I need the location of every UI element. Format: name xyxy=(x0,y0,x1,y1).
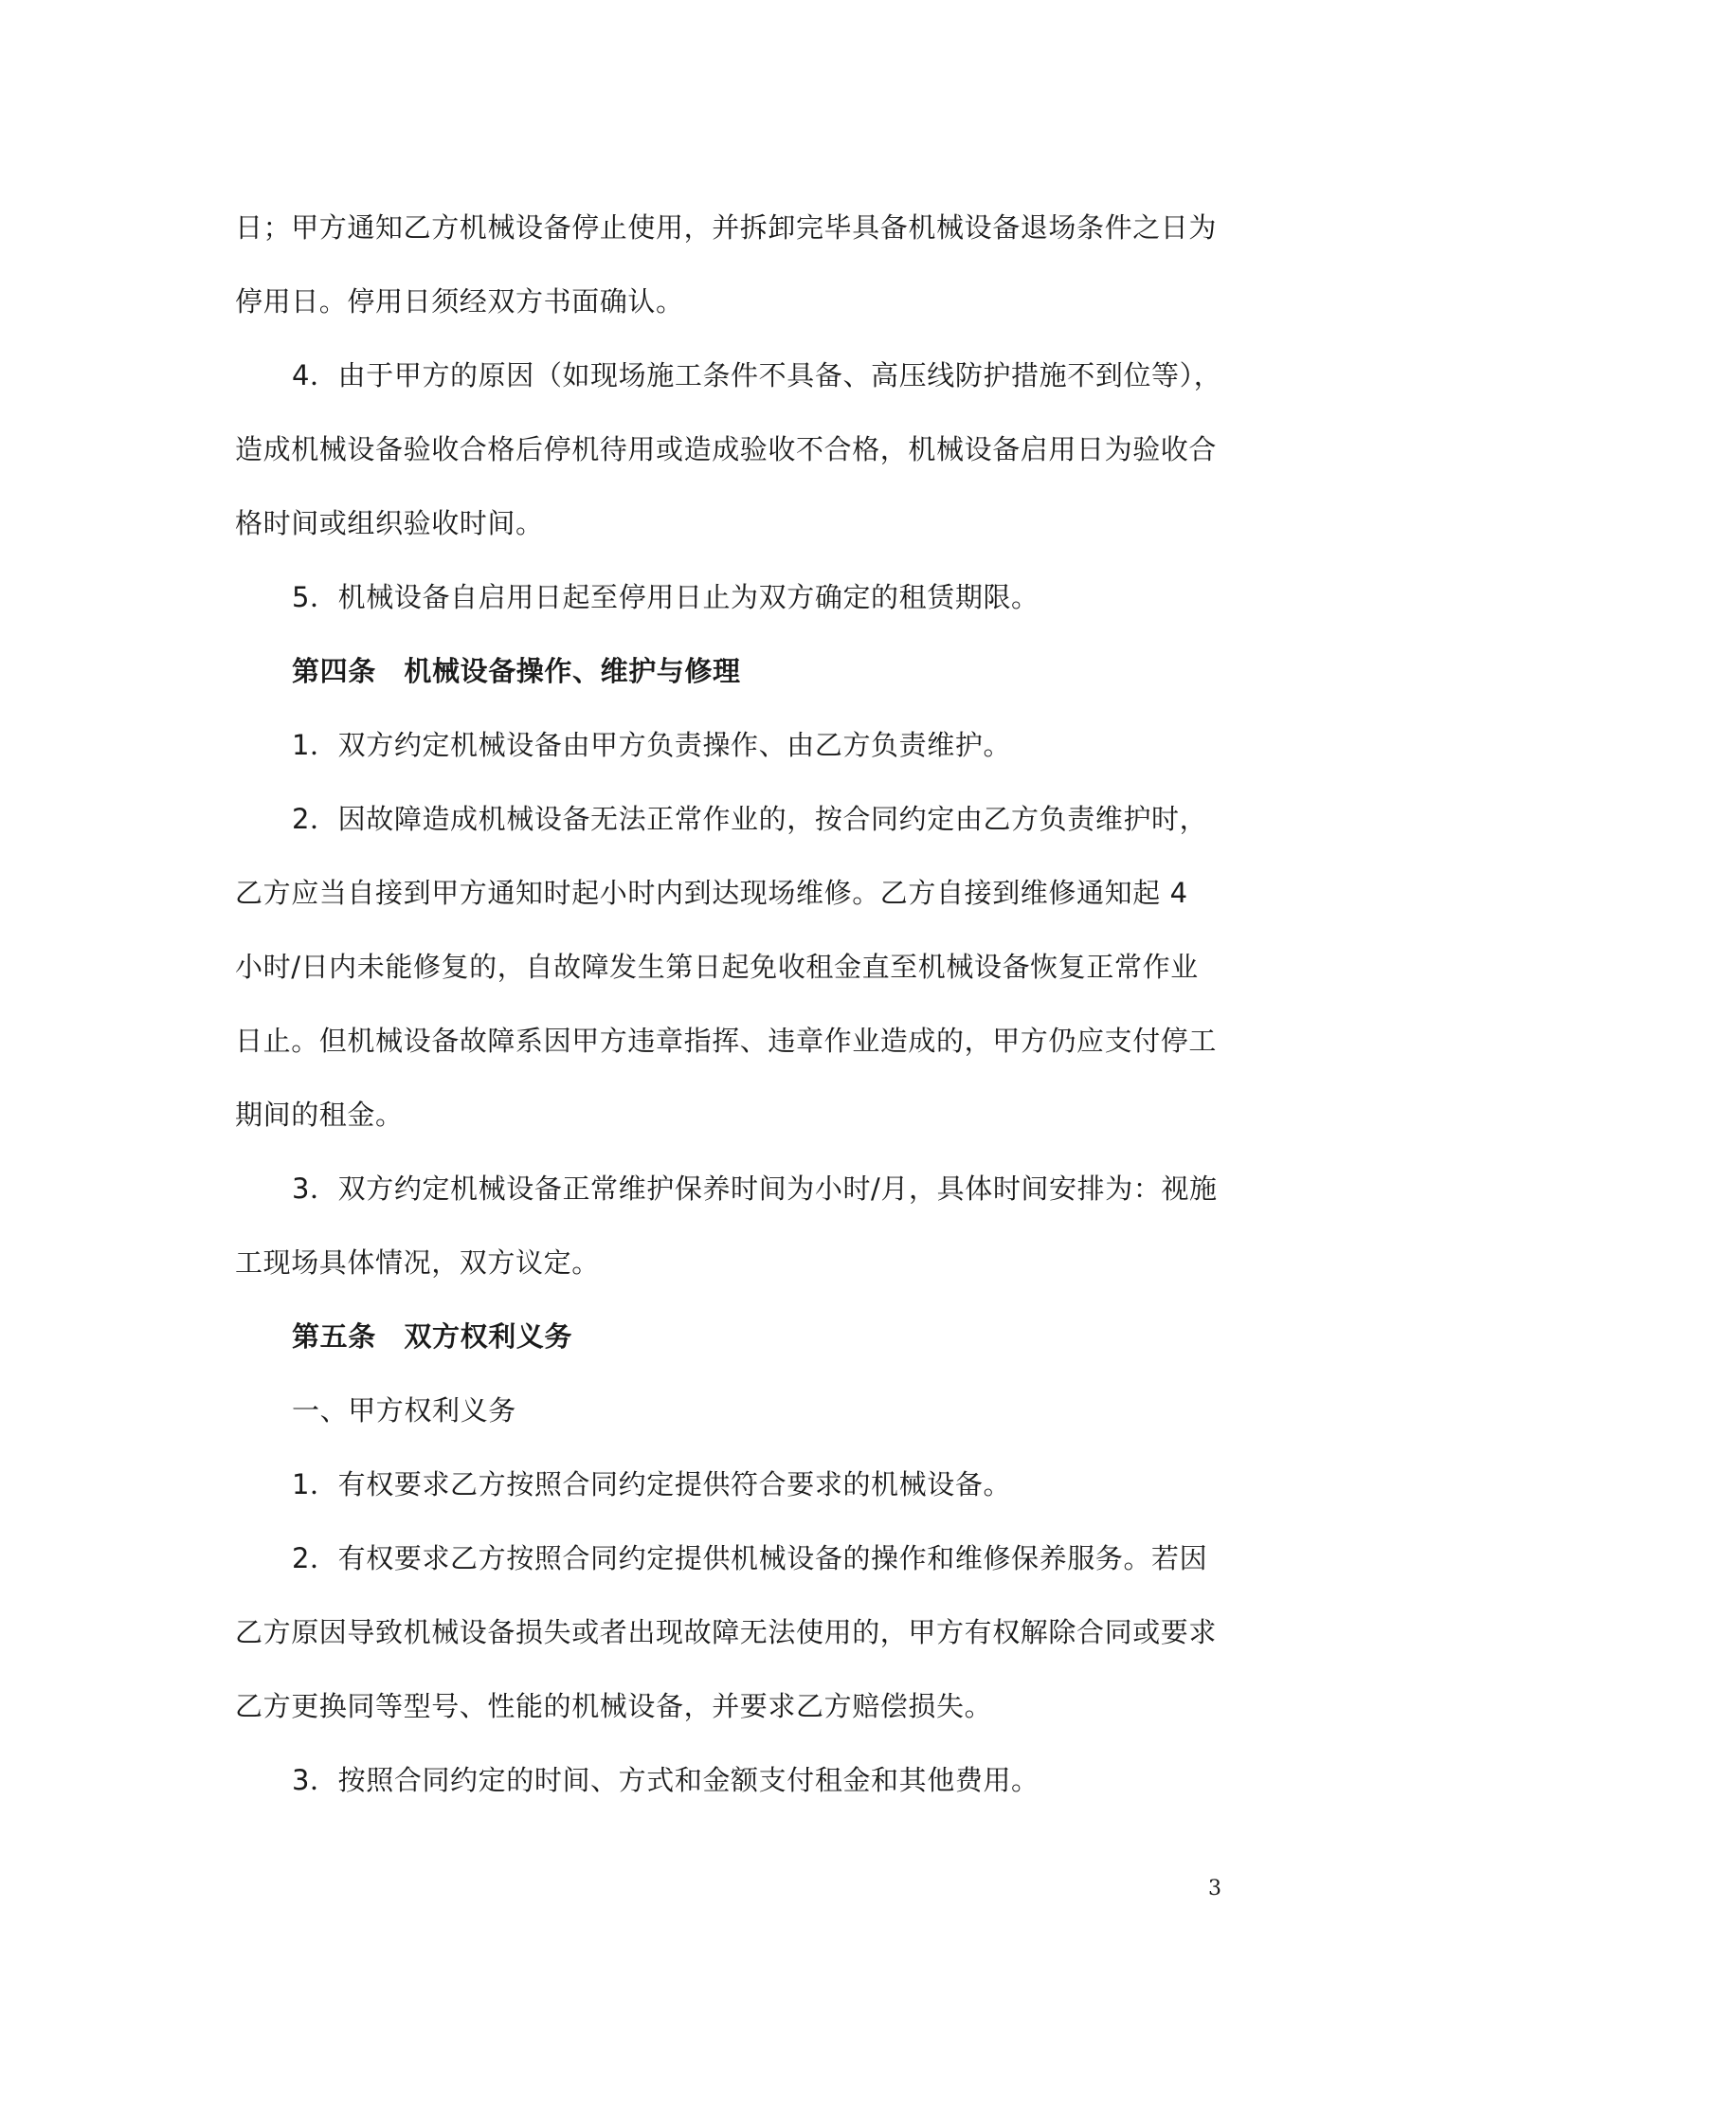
paragraph-line: 工现场具体情况，双方议定。 xyxy=(235,1246,600,1279)
paragraph-line: 乙方更换同等型号、性能的机械设备，并要求乙方赔偿损失。 xyxy=(235,1690,993,1722)
paragraph-line: 3．双方约定机械设备正常维护保养时间为小时/月，具体时间安排为：视施 xyxy=(292,1173,1218,1205)
section-heading: 第五条 双方权利义务 xyxy=(292,1320,573,1353)
paragraph-line: 3．按照合同约定的时间、方式和金额支付租金和其他费用。 xyxy=(292,1764,1040,1796)
paragraph-line: 期间的租金。 xyxy=(235,1099,404,1131)
paragraph-line: 造成机械设备验收合格后停机待用或造成验收不合格，机械设备启用日为验收合 xyxy=(235,433,1218,465)
paragraph-line: 日；甲方通知乙方机械设备停止使用，并拆卸完毕具备机械设备退场条件之日为 xyxy=(235,211,1218,244)
paragraph-line: 乙方原因导致机械设备损失或者出现故障无法使用的，甲方有权解除合同或要求 xyxy=(235,1616,1218,1648)
paragraph-line: 日止。但机械设备故障系因甲方违章指挥、违章作业造成的，甲方仍应支付停工 xyxy=(235,1025,1218,1057)
paragraph-line: 小时/日内未能修复的，自故障发生第日起免收租金直至机械设备恢复正常作业 xyxy=(235,951,1199,983)
paragraph-line: 2．有权要求乙方按照合同约定提供机械设备的操作和维修保养服务。若因 xyxy=(292,1542,1208,1574)
paragraph-line: 1．有权要求乙方按照合同约定提供符合要求的机械设备。 xyxy=(292,1468,1012,1500)
paragraph-line: 格时间或组织验收时间。 xyxy=(235,507,544,539)
section-heading: 第四条 机械设备操作、维护与修理 xyxy=(292,655,741,687)
paragraph-line: 乙方应当自接到甲方通知时起小时内到达现场维修。乙方自接到维修通知起 4 xyxy=(235,877,1188,909)
paragraph-line: 1．双方约定机械设备由甲方负责操作、由乙方负责维护。 xyxy=(292,729,1012,761)
paragraph-line: 5．机械设备自启用日起至停用日止为双方确定的租赁期限。 xyxy=(292,581,1040,613)
page-number: 3 xyxy=(1208,1877,1221,1900)
paragraph-line: 2．因故障造成机械设备无法正常作业的，按合同约定由乙方负责维护时， xyxy=(292,803,1208,835)
paragraph-line: 停用日。停用日须经双方书面确认。 xyxy=(235,285,684,318)
paragraph-line: 4．由于甲方的原因（如现场施工条件不具备、高压线防护措施不到位等）， xyxy=(292,359,1222,391)
subsection-heading: 一、甲方权利义务 xyxy=(292,1394,516,1427)
